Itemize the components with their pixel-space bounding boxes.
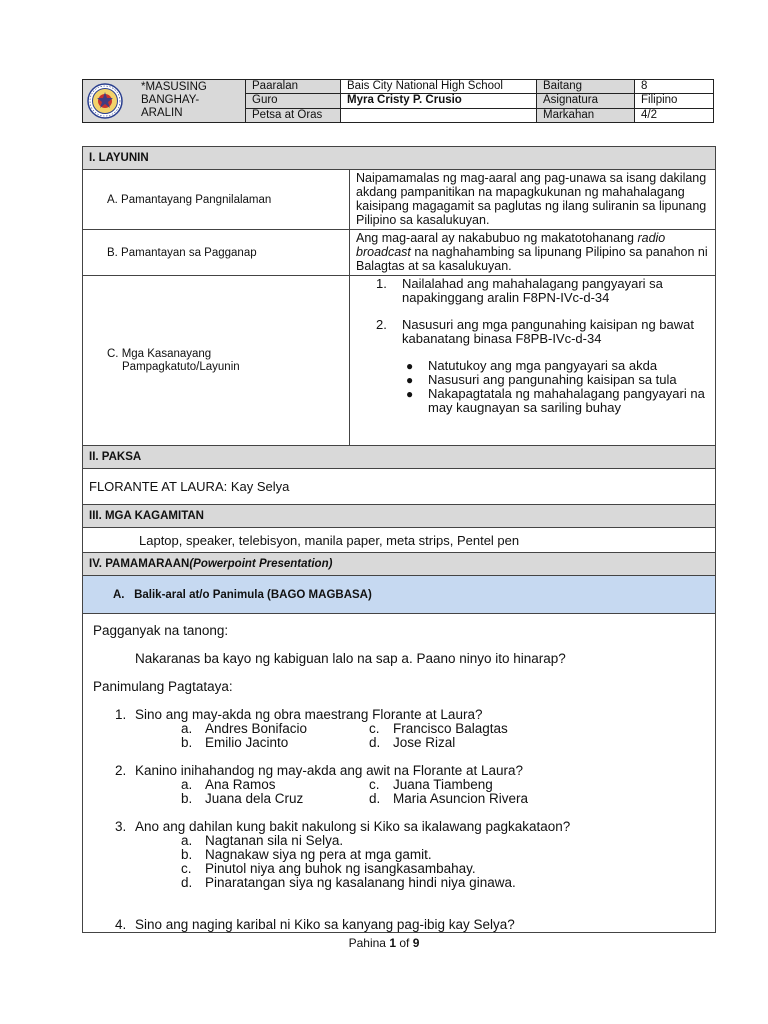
motivation-label: Pagganyak na tanong: — [93, 623, 229, 638]
answer-options: a. Nagtanan sila ni Selya. b. Nagnakaw siya ng pera at mga gamit. c. Pinutol niya ang buhok ng isangkasambahay. d. Pinaratangan siya ng kasalanang hindi niya ginawa. — [181, 833, 516, 890]
document-title: *MASUSING BANGHAY- ARALIN — [141, 81, 207, 119]
question-item: 3. Ano ang dahilan kung bakit nakulong si Kiko sa ikalawang pagkakataon? — [115, 819, 571, 834]
page-number: Pahina 1 of 9 — [348, 936, 420, 950]
objective-bullet: ● Nakapagtatala ng mahahalagang pangyayari na may kaugnayan sa sariling buhay — [406, 386, 705, 415]
pretest-label: Panimulang Pagtataya: — [93, 679, 233, 694]
lesson-body — [83, 614, 716, 933]
question-item: 2. Kanino inihahandog ng may-akda ang awit na Florante at Laura? — [115, 763, 524, 778]
header-label: Petsa at Oras — [246, 108, 341, 122]
header-title-cell — [83, 80, 246, 123]
question-item: 4. Sino ang naging karibal ni Kiko sa kanyang pag-ibig kay Selya? — [115, 917, 515, 932]
objective-bullet: ● Natutukoy ang mga pangyayari sa akda — [406, 358, 658, 373]
header-value — [341, 108, 537, 122]
section-heading: I. LAYUNIN — [83, 147, 716, 170]
header-value: 8 — [635, 80, 714, 94]
lesson-plan-table — [82, 146, 716, 933]
question-item: 1. Sino ang may-akda ng obra maestrang Florante at Laura? — [115, 707, 483, 722]
row-content: Ang mag-aaral ay nakabubuo ng makatotohanang radio broadcast na naghahambing sa lipunang Pilipino sa panahon ni Balagtas at sa kasalukuyan. — [350, 230, 716, 276]
row-label: C. Mga Kasanayang Pampagkatuto/Layunin — [83, 276, 350, 446]
materials-text: Laptop, speaker, telebisyon, manila paper, meta strips, Pentel pen — [83, 528, 716, 553]
header-value: Filipino — [635, 94, 714, 108]
header-table — [82, 79, 714, 123]
header-value: 4/2 — [635, 108, 714, 122]
header-value: Bais City National High School — [341, 80, 537, 94]
answer-options: a. Ana Ramos c. Juana Tiambeng b. Juana dela Cruz d. Maria Asuncion Rivera — [181, 777, 529, 806]
section-heading: IV. PAMAMARAAN(Powerpoint Presentation) — [83, 553, 716, 576]
answer-options: a. Andres Bonifacio c. Francisco Balagtas b. Emilio Jacinto d. Jose Rizal — [181, 721, 508, 750]
row-content — [350, 276, 716, 446]
header-label: Markahan — [537, 108, 635, 122]
section-heading: II. PAKSA — [83, 446, 716, 469]
row-label: A. Pamantayang Pangnilalaman — [83, 170, 350, 230]
objective-item: 2. Nasusuri ang mga pangunahing kaisipan ng bawat kabanatang binasa F8PB-IVc-d-34 — [376, 317, 694, 346]
header-label: Baitang — [537, 80, 635, 94]
motivation-question: Nakaranas ba kayo ng kabiguan lalo na sap a. Paano ninyo ito hinarap? — [135, 651, 566, 666]
section-heading: III. MGA KAGAMITAN — [83, 505, 716, 528]
header-label: Asignatura — [537, 94, 635, 108]
row-label: B. Pamantayan sa Pagganap — [83, 230, 350, 276]
row-content: Naipamamalas ng mag-aaral ang pag-unawa sa isang dakilang akdang pampanitikan na mapagkukunan ng mahahalagang kaisipang magagamit sa paglutas ng ilang suliranin sa lipunang Pilipino sa kasalukuyan. — [350, 170, 716, 230]
topic-text: FLORANTE AT LAURA: Kay Selya — [83, 469, 716, 505]
header-label: Guro — [246, 94, 341, 108]
subsection-heading: A. Balik-aral at/o Panimula (BAGO MAGBASA) — [83, 576, 716, 614]
deped-seal-icon — [83, 80, 127, 122]
objective-bullet: ● Nasusuri ang pangunahing kaisipan sa tula — [406, 372, 677, 387]
objective-item: 1. Nailalahad ang mahahalagang pangyayari sa napakinggang aralin F8PN-IVc-d-34 — [376, 276, 663, 305]
header-label: Paaralan — [246, 80, 341, 94]
teacher-name: Myra Cristy P. Crusio — [341, 94, 537, 108]
